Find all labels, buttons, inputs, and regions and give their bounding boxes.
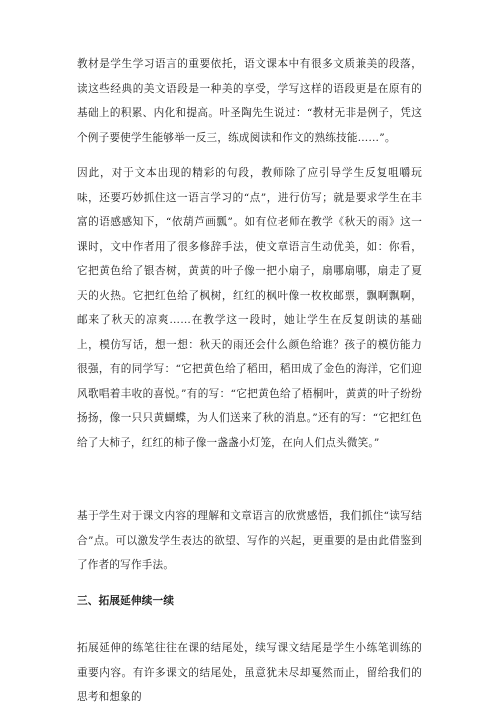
section-heading-extension: 三、拓展延伸续一续 bbox=[77, 595, 175, 607]
paragraph-textbook-importance: 教材是学生学习语言的重要依托，语文课本中有很多文质兼美的段落，读这些经典的美文语段是一种美的享受，学写这样的语段更是在原有的基础上的积累、内化和提高。叶圣陶先生说过：“教材无非是例子，凭这个例子要使学生能够举一反三，练成阅读和作文的熟练技能……”。 bbox=[77, 58, 422, 144]
paragraph-imitation-writing-example: 因此，对于文本出现的精彩的句段，教师除了应引导学生反复咀嚼玩味，还要巧妙抓住这一语言学习的“点”，进行仿写；就是要求学生在丰富的语感感知下，“依葫芦画瓢”。如有位老师在教学《秋天的雨》这一课时，文中作者用了很多修辞手法，使文章语言生动优美，如：你看，它把黄色给了银杏树，黄黄的叶子像一把小扇子，扇哪扇哪，扇走了夏天的火热。它把红色给了枫树，红红的枫叶像一枚枚邮票，飘啊飘啊，邮来了秋天的凉爽……在教学这一段时，她让学生在反复朗读的基础上，模仿写话，想一想：秋天的雨还会什么颜色给谁？孩子的模仿能力很强，有的同学写：“它把黄色给了稻田，稻田成了金色的海洋，它们迎风歌唱着丰收的喜悦。”有的写：“它把黄色给了梧桐叶，黄黄的叶子纷纷扬扬，像一只只黄蝴蝶，为人们送来了秋的消息。”还有的写：“它把红色给了大柿子，红红的柿子像一盏盏小灯笼，在向人们点头微笑。” bbox=[77, 167, 422, 449]
paragraph-reading-writing-combination: 基于学生对于课文内容的理解和文章语言的欣赏感悟，我们抓住“读写结合”点。可以激发学生表达的欲望、写作的兴起，更重要的是由此借鉴到了作者的写作手法。 bbox=[77, 510, 422, 571]
paragraph-extension-writing: 拓展延伸的练笔往往在课的结尾处，续写课文结尾是学生小练笔训练的重要内容。有许多课文的结尾处，虽意犹未尽却戛然而止，留给我们的思考和想象的 bbox=[77, 642, 422, 703]
